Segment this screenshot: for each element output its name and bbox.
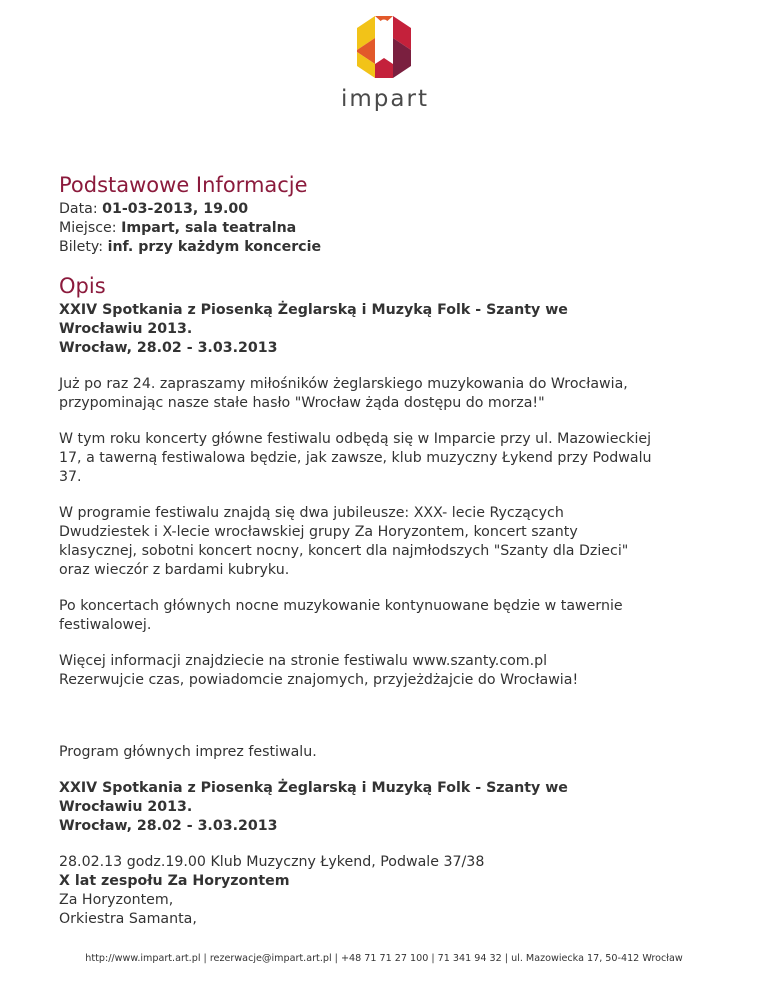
- impart-logo: [330, 14, 440, 112]
- page-footer: http://www.impart.art.pl | rezerwacje@impart.art.pl | +48 71 71 27 100 | 71 341 94 32 | ul. Mazowiecka 17, 50-412 Wrocław: [85, 953, 683, 964]
- festival-title: XXIV Spotkania z Piosenką Żeglarską i Muzyką Folk - Szanty we Wrocławiu 2013. Wrocław, 28.02 - 3.03.2013: [59, 302, 568, 356]
- paragraph-tavern: Po koncertach głównych nocne muzykowanie kontynuowane będzie w tawernie festiwalowej.: [59, 598, 623, 633]
- impart-logo-text: impart: [341, 86, 429, 112]
- paragraph-program: W programie festiwalu znajdą się dwa jubileusze: XXX- lecie Ryczących Dwudziestek i X-lecie wrocławskiej grupy Za Horyzontem, koncert szanty klasycznej, sobotni koncert nocny, koncert dla najmłodszych "Szanty dla Dzieci" oraz wieczór z bardami kubryku.: [59, 505, 629, 578]
- paragraph-intro: Już po raz 24. zapraszamy miłośników żeglarskiego muzykowania do Wrocławia, przypominając nasze stałe hasło "Wrocław żąda dostępu do morza!": [59, 376, 628, 411]
- impart-logo-mark: [357, 16, 411, 78]
- paragraph-more-info: Więcej informacji znajdziecie na stronie festiwalu www.szanty.com.pl Rezerwujcie czas, powiadomcie znajomych, przyjeżdżajcie do Wrocławia!: [59, 653, 579, 688]
- description-heading: Opis: [59, 274, 106, 298]
- event-entry: 28.02.13 godz.19.00 Klub Muzyczny Łykend, Podwale 37/38 X lat zespołu Za Horyzontem Za Horyzontem, Orkiestra Samanta,: [59, 854, 485, 927]
- paragraph-venues: W tym roku koncerty główne festiwalu odbędą się w Imparcie przy ul. Mazowieckiej 17, a tawerną festiwalowa będzie, jak zawsze, klub muzyczny Łykend przy Podwalu 37.: [59, 431, 652, 485]
- program-intro: Program głównych imprez festiwalu.: [59, 744, 317, 760]
- festival-title-repeat: XXIV Spotkania z Piosenką Żeglarską i Muzyką Folk - Szanty we Wrocławiu 2013. Wrocław, 28.02 - 3.03.2013: [59, 780, 568, 834]
- document-body: [59, 170, 719, 946]
- basic-info-heading: Podstawowe Informacje: [59, 173, 308, 197]
- info-venue: Miejsce: Impart, sala teatralna: [59, 220, 297, 236]
- info-date: Data: 01-03-2013, 19.00: [59, 201, 249, 217]
- info-tickets: Bilety: inf. przy każdym koncercie: [59, 239, 322, 255]
